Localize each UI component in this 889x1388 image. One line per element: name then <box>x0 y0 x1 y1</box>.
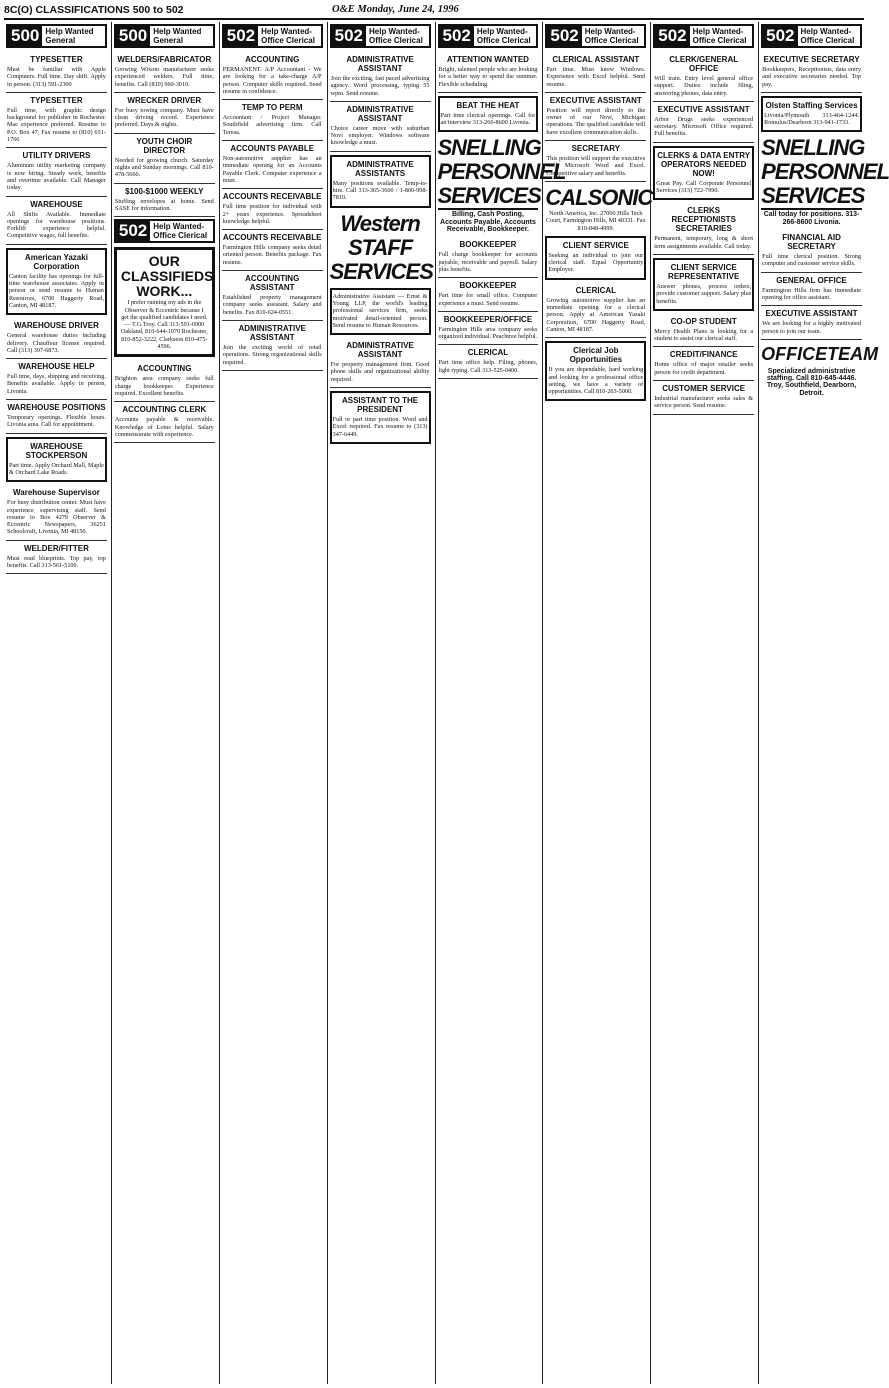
ad-title: $100-$1000 WEEKLY <box>125 186 204 196</box>
ad-body: General warehouse duties including delivery. Chauffeur license required. Call (313) 397-6873. <box>7 332 106 354</box>
ad-title: CLERICAL ASSISTANT <box>552 55 640 64</box>
ad-title: CLERKS RECEPTIONISTS SECRETARIES <box>671 206 736 234</box>
ad-title: ACCOUNTS RECEIVABLE <box>222 233 322 243</box>
ad-title: ADMINISTRATIVE ASSISTANTS <box>346 159 414 178</box>
ad-body: If you are dependable, hard working and looking for a professional office setting, we have a variety of opportunities. Call 810-263-5000. <box>548 366 644 396</box>
column-2 <box>111 22 217 1384</box>
classified-ad <box>6 485 107 540</box>
classified-ad <box>653 347 754 381</box>
ad-body: Growing Wixom manufacturer seeks experienced welders. Full time, benefits. Call (810) 960-3010. <box>114 66 214 88</box>
column-3 <box>219 22 325 1384</box>
classified-ad <box>6 318 107 359</box>
ad-title: SECRETARY <box>571 144 621 154</box>
ad-title: ACCOUNTS RECEIVABLE <box>222 192 322 202</box>
classified-ad <box>222 100 323 141</box>
ad-title: Olsten Staffing Services <box>765 100 858 110</box>
classified-ad <box>653 314 754 348</box>
ad-body: Join the exciting world of retail operations. Strong organizational skills required. <box>222 343 322 366</box>
classified-ad <box>761 306 862 340</box>
page-header <box>4 2 864 20</box>
ad-body: For busy towing company. Must have clean driving record. Experience preferred. Days & nights. <box>114 106 214 129</box>
ad-body: Bookkeepers, Receptionists, data entry and executive secretaries needed. Top pay. <box>762 66 861 88</box>
ad-title: BOOKKEEPER <box>459 281 517 291</box>
classified-ad <box>545 141 646 182</box>
classified-ad <box>761 230 862 273</box>
ad-title: EXECUTIVE ASSISTANT <box>765 309 858 319</box>
classified-ad <box>222 321 323 371</box>
ad-body: Bright, talented people who are looking for a better way to spend the summer. Flexible scheduling. <box>438 66 538 88</box>
classified-ad <box>438 312 539 346</box>
ad-body: Full time clerical position. Strong computer and customer service skills. <box>762 253 861 268</box>
ad-body: Growing automotive supplier has an immediate opening for a clerical person. Apply at American Yazaki Corporation, 6700 Haggerty Road, Canton, MI 48187. <box>546 296 646 333</box>
ad-title: ACCOUNTS PAYABLE <box>230 144 315 154</box>
ad-title: Clerical Job Opportunities <box>569 346 623 365</box>
ad-body: Livonia/Plymouth 313-464-1244. Romulus/Dearborn 313-941-1733. <box>764 111 859 127</box>
classified-ad <box>545 236 646 280</box>
ad-body: Full time, days, shipping and receiving. Benefits available. Apply in person, Livonia. <box>7 373 106 395</box>
officeteam-contact: Specialized administrative staffing. Call 810-645-4446. Troy, Southfield, Dearborn, Detroit. <box>766 367 857 397</box>
classified-ad <box>545 341 646 401</box>
ad-title: BEAT THE HEAT <box>456 100 520 110</box>
logo-name: SNELLING PERSONNEL SERVICES <box>437 135 566 209</box>
ad-body: Farmington Hills firm has immediate opening for office assistant. <box>762 286 861 301</box>
classified-ad <box>545 93 646 141</box>
page-section-label: 8C(O) CLASSIFICATIONS 500 to 502 <box>4 4 184 16</box>
ad-title: CUSTOMER SERVICE <box>662 384 746 394</box>
section-number: 502 <box>116 221 150 241</box>
section-number: 502 <box>440 26 474 46</box>
ad-body: Temporary openings. Flexible hours. Livonia area. Call for appointment. <box>7 414 106 429</box>
section-title: Help Wanted General <box>153 27 202 45</box>
ad-body: Part time. Apply Orchard Mall, Maple & Orchard Lake Roads. <box>9 461 104 476</box>
ad-title: TYPESETTER <box>30 55 83 64</box>
classified-ad <box>545 283 646 338</box>
section-header <box>761 24 862 48</box>
logo-tagline: Billing, Cash Posting, Accounts Payable, Accounts Receivable, Bookkeeper. <box>438 208 539 233</box>
classified-ad <box>114 184 215 218</box>
section-number: 500 <box>8 26 42 46</box>
ad-title: ADMINISTRATIVE ASSISTANT <box>346 104 414 123</box>
section-title: Help Wanted-Office Clerical <box>584 27 639 45</box>
classified-ad <box>438 278 539 312</box>
classified-columns <box>4 22 889 1384</box>
ad-title: WELDERS/FABRICATOR <box>117 55 212 64</box>
ad-body: Needed for growing church. Saturday nights and Sunday mornings. Call 810-478-5660. <box>114 156 214 179</box>
ad-title: WELDER/FITTER <box>23 543 89 553</box>
classified-ad <box>761 273 862 307</box>
classified-ad <box>222 189 323 230</box>
classified-ad <box>114 402 215 443</box>
classified-ad <box>653 258 754 311</box>
section-number: 500 <box>116 26 150 46</box>
section-header <box>114 24 215 48</box>
ad-title: CLIENT SERVICE <box>562 240 629 250</box>
classified-ad <box>438 237 539 278</box>
section-title: Help Wanted-Office Clerical <box>692 27 747 45</box>
classified-ad <box>6 437 107 483</box>
classified-ad <box>330 288 431 335</box>
officeteam-logo: OFFICETEAM <box>761 343 879 364</box>
newspaper-dateline: O&E Monday, June 24, 1996 <box>332 4 459 15</box>
ad-title: ACCOUNTING ASSISTANT <box>245 274 300 293</box>
ad-body: Accountant / Project Manager. Southfield advertising firm. Call Teresa. <box>222 114 322 136</box>
ad-body: For property management firm. Good phone skills and organizational ability required. <box>330 361 430 383</box>
classified-ad <box>330 155 431 208</box>
classified-ad <box>653 102 754 143</box>
ad-body: Arbor Drugs seeks experienced secretary. Microsoft Office required. Full benefits. <box>654 115 754 138</box>
snelling-logo <box>437 135 566 234</box>
ad-body: Established property management company seeks assistant. Salary and benefits. Fax 810-624-0551. <box>222 294 322 316</box>
section-header <box>6 24 107 48</box>
ad-body: Will train. Entry level general office support. Duties include filing, answering phones, data entry. <box>654 75 754 97</box>
section-title: Help Wanted-Office Clerical <box>800 27 855 45</box>
ad-body: All Shifts Available. Immediate openings for warehouse positions. Forklift experience helpful. Competitive wages, full benefits. <box>7 210 106 240</box>
classified-ad <box>761 52 862 93</box>
logo-name: CALSONIC <box>545 184 653 210</box>
classified-ad <box>6 52 107 93</box>
ad-title: BOOKKEEPER/OFFICE <box>443 314 533 324</box>
ad-title: WAREHOUSE HELP <box>18 362 95 372</box>
ad-body: Part time for small office. Computer experience a must. Send resume. <box>438 292 538 307</box>
section-header <box>114 219 215 243</box>
ad-body: Mercy Health Plans is looking for a student to assist our clerical staff. <box>654 327 754 343</box>
column-1 <box>4 22 109 1384</box>
ad-body: Great Pay. Call Corporate Personnel Services (313) 722-7990. <box>656 179 752 195</box>
ad-title: WAREHOUSE <box>30 199 83 209</box>
ad-body: Full charge bookkeeper for accounts payable, receivable and payroll. Salary plus benefits. <box>438 251 538 273</box>
classified-ad <box>6 541 107 575</box>
ad-title: ATTENTION WANTED <box>446 55 529 64</box>
ad-title: ASSISTANT TO THE PRESIDENT <box>341 396 419 415</box>
ad-body: Brighton area company seeks full charge bookkeeper. Experience required. Excellent benefits. <box>114 375 214 397</box>
classified-ad <box>653 52 754 102</box>
classified-ad <box>330 338 431 388</box>
ad-body: Part time. Must know Windows. Experience with Excel helpful. Send resume. <box>546 66 646 88</box>
column-7 <box>650 22 756 1384</box>
classified-ad <box>222 230 323 271</box>
ad-title: EXECUTIVE ASSISTANT <box>549 95 642 105</box>
logo-name: Western STAFF SERVICES <box>329 210 433 284</box>
ad-title: CLERKS & DATA ENTRY OPERATORS NEEDED NOW! <box>657 150 751 178</box>
ad-body: PERMANENT. A/P Accountant - We are looking for a take-charge A/P person. Computer skills required. Send resume in confidence. <box>222 66 322 95</box>
section-header <box>545 24 646 48</box>
ad-title: GENERAL OFFICE <box>776 275 847 285</box>
ad-body: Choice career move with suburban Novi employer. Windows software knowledge a must. <box>330 124 430 147</box>
classified-ad <box>222 52 323 100</box>
ad-title: UTILITY DRIVERS <box>22 151 91 161</box>
ad-title: ADMINISTRATIVE ASSISTANT <box>346 341 414 360</box>
ad-body: Industrial manufacturer seeks sales & service person. Send resume. <box>654 395 754 410</box>
classified-ad <box>653 203 754 255</box>
section-header <box>330 24 431 48</box>
ad-title: CLERICAL <box>575 285 617 295</box>
section-title: Help Wanted-Office Clerical <box>369 27 423 45</box>
classified-ad <box>114 52 215 93</box>
section-number: 502 <box>224 26 258 46</box>
classified-ad <box>222 141 323 189</box>
classified-ad <box>114 361 215 402</box>
ad-body: Accounts payable & receivable. Knowledge of Lotus helpful. Salary commensurate with experience. <box>114 416 214 438</box>
ad-body: Stuffing envelopes at home. Send SASE for information. <box>114 197 214 212</box>
section-title: Help Wanted-Office Clerical <box>476 27 531 45</box>
classified-ad <box>545 52 646 93</box>
classified-ad <box>222 271 323 321</box>
ad-body: This position will support the executive staff. Microsoft Word and Excel. Competitive salary and benefits. <box>546 155 646 177</box>
section-number: 502 <box>763 26 797 46</box>
ad-body: Canton facility has openings for full-time warehouse associates. Apply in person or send resume to Human Resources, 6700 Haggerty Road, Canton, MI 48187. <box>9 272 104 309</box>
section-title: Help Wanted-Office Clerical <box>153 222 208 241</box>
ad-body: Part time office help. Filing, phones, light typing. Call 313-525-0400. <box>438 359 538 374</box>
classifieds-promo-ad <box>114 247 215 357</box>
classified-ad <box>6 148 107 196</box>
ad-title: FINANCIAL AID SECRETARY <box>782 233 841 252</box>
ad-title: ACCOUNTING CLERK <box>122 405 207 415</box>
ad-title: WAREHOUSE STOCKPERSON <box>25 441 88 460</box>
classified-ad <box>761 96 862 133</box>
ad-title: CLERK/GENERAL OFFICE <box>669 55 739 73</box>
ad-body: Farmington Hills area company seeks organized individual. Peachtree helpful. <box>438 325 538 341</box>
ad-body: Must read blueprints. Top pay, top benefits. Call 313-561-5100. <box>7 554 106 569</box>
classified-ad <box>6 359 107 400</box>
logo-address: North America, Inc. 27000 Hills Tech Court, Farmington Hills, MI 48331. Fax 810-848-4999. <box>545 209 646 232</box>
ad-title: CLERICAL <box>467 348 509 358</box>
classified-ad <box>330 391 431 444</box>
promo-body: I prefer running my ads in the Observer & Eccentric because I get the qualified candidates I need. — T.G.Troy. Call 313-591-0900 Oakland, 810-644-1070 Rochester, 810-852-3222, Clarkston 810-475-4596. <box>120 299 208 351</box>
ad-body: For busy distribution center. Must have experience supervising staff. Send resume to Box 4279 Observer & Eccentric Newspapers, 36251 Schoolcraft, Livonia, MI 48150. <box>7 499 106 536</box>
ad-title: ACCOUNTING <box>137 364 192 374</box>
ad-body: Position will report directly to the owner of our Novi, Michigan operations. The qualified candidate will have excellent communication skills. <box>546 106 646 136</box>
classified-ad <box>114 93 215 134</box>
calsonic-logo <box>545 184 653 232</box>
ad-title: WAREHOUSE DRIVER <box>13 321 99 331</box>
ad-title: BOOKKEEPER <box>459 240 517 250</box>
ad-body: Farmington Hills company seeks detail oriented person. Benefits package. Fax resume. <box>222 244 322 266</box>
ad-body: Full time position for individual with 2+ years experience. Spreadsheet knowledge helpful. <box>222 203 322 225</box>
classified-ad <box>438 96 539 133</box>
section-header <box>222 24 323 48</box>
ad-body: Part time clerical openings. Call for an interview 313-266-8600 Livonia. <box>440 111 536 127</box>
ad-body: Non-automotive supplier has an immediate opening for an Accounts Payable Clerk. Computer experience a must. <box>222 155 322 184</box>
classified-ad <box>330 52 431 102</box>
ad-title: CREDIT/FINANCE <box>669 350 738 360</box>
ad-body: Must be familiar with Apple Computers. Full time. Day shift. Apply in person. (313) 591-2300 <box>7 66 106 88</box>
ad-body: Answer phones, process orders, provide customer support. Salary plus benefits. <box>656 282 752 305</box>
ad-title: WAREHOUSE POSITIONS <box>7 403 106 413</box>
snelling-logo <box>761 135 889 226</box>
column-6 <box>542 22 653 1384</box>
section-title: Help Wanted-Office Clerical <box>261 27 315 45</box>
promo-headline: OUR CLASSIFIEDS WORK... <box>120 253 214 300</box>
ad-body: Full time, with graphic design background for publisher in Rochester. Mac experience preferred. Resume to P.O. Box 47, Fax resume to (810) 651-1766 <box>7 106 106 144</box>
ad-title: TEMP TO PERM <box>241 103 303 113</box>
ad-body: Home office of major retailer seeks person for credit department. <box>654 361 754 376</box>
classified-ad <box>6 248 107 315</box>
section-number: 502 <box>655 26 689 46</box>
ad-title: EXECUTIVE SECRETARY <box>763 55 860 64</box>
column-5 <box>435 22 566 1384</box>
classified-ad <box>653 381 754 415</box>
ad-body: Many positions available. Temp-to-hire. Call 313-365-3600 / 1-800-998-7810. <box>332 179 428 202</box>
ad-title: American Yazaki Corporation <box>24 252 88 271</box>
section-header <box>438 24 539 48</box>
western-staff-logo <box>330 212 431 284</box>
section-number: 502 <box>547 26 581 46</box>
classified-ad <box>6 93 107 148</box>
logo-tagline: Call today for positions. 313-266-8600 Livonia. <box>761 208 862 226</box>
classified-ad <box>330 102 431 152</box>
ad-title: Warehouse Supervisor <box>13 488 100 498</box>
ad-body: Permanent, temporary, long & short term assignments available. Call today. <box>654 235 754 250</box>
ad-body: Aluminum utility marketing company is now hiring. Steady work, benefits and overtime available. Call Manager today. <box>7 162 106 192</box>
classified-ad <box>653 146 754 201</box>
classified-ad <box>114 134 215 184</box>
ad-title: TYPESETTER <box>30 95 83 105</box>
section-title: Help Wanted General <box>45 27 94 45</box>
ad-title: WRECKER DRIVER <box>127 95 202 105</box>
ad-body: Seeking an individual to join our clerical staff. Equal Opportunity Employer. <box>548 251 644 274</box>
ad-title: ADMINISTRATIVE ASSISTANT <box>238 323 306 342</box>
ad-title: EXECUTIVE ASSISTANT <box>657 104 750 114</box>
ad-title: ACCOUNTING <box>245 55 300 64</box>
ad-body: We are looking for a highly motivated person to join our team. <box>762 320 861 335</box>
ad-body: Full or part time position. Word and Excel required. Fax resume to (313) 347-6449. <box>332 416 428 438</box>
section-header <box>653 24 754 48</box>
ad-body: Administrative Assistant — Ernst & Young LLP, the world's leading professional services firm, seeks motivated detail-oriented person. Send resume to Human Resources. <box>332 292 428 329</box>
ad-body: Join the exciting, fast paced advertising agency. Word processing, typing 55 wpm. Send resume. <box>330 75 430 97</box>
classified-ad <box>438 52 539 93</box>
section-number: 502 <box>332 26 366 46</box>
logo-name: SNELLING PERSONNEL SERVICES <box>761 135 889 209</box>
ad-title: CLIENT SERVICE REPRESENTATIVE <box>668 262 740 281</box>
ad-title: CO-OP STUDENT <box>670 316 737 326</box>
column-4 <box>327 22 433 1384</box>
column-8 <box>758 22 889 1384</box>
classified-ad <box>438 345 539 379</box>
classified-ad <box>6 197 107 245</box>
classified-ad <box>6 400 107 434</box>
ad-title: YOUTH CHOIR DIRECTOR <box>136 136 193 155</box>
ad-title: ADMINISTRATIVE ASSISTANT <box>346 55 414 73</box>
